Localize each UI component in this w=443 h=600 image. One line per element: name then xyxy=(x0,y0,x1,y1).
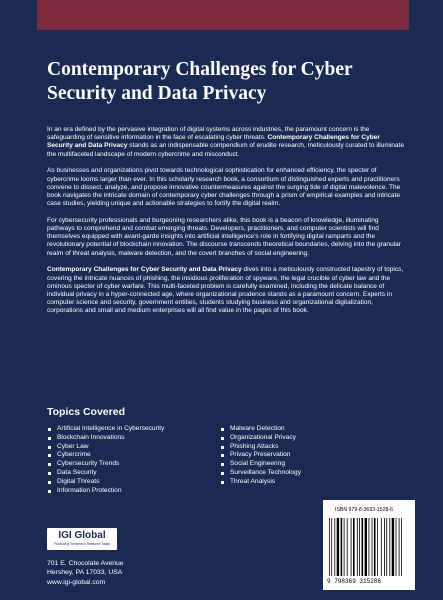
book-title: Contemporary Challenges for Cyber Security and Data Privacy xyxy=(47,59,353,104)
publisher-logo xyxy=(47,528,117,550)
topics-list-left xyxy=(47,425,164,495)
topic-item: Privacy Preservation xyxy=(220,451,301,460)
text-run: stands as an indispensable compendium of erudite research, meticulously curated to illuminate the multifaceted landscape of modern cybercrime and misconduct. xyxy=(47,142,404,158)
description-paragraph-2 xyxy=(47,167,404,208)
isbn-label: ISBN 979-8-3693-1528-6 xyxy=(335,507,393,513)
publisher-block xyxy=(47,528,124,587)
topics-list-right xyxy=(220,425,301,487)
topic-item: Surveillance Technology xyxy=(220,469,301,478)
text-run: As businesses and organizations pivot towards technological sophistication for enhanced efficiency, the specter of cybercrime looms larger than ever. In this scholarly research book, a consortium of distinguished experts and practitioners convene to dissect, analyze, and propose innovative countermeasures against the surging tide of digital malevolence. The book navigates the intricate domain of contemporary cyber challenges through a prism of empirical examples and intricate case studies, yielding unique and actionable strategies to fortify the digital realm. xyxy=(47,167,401,208)
topic-item: Cybersecurity Trends xyxy=(47,460,164,469)
address-line: 701 E. Chocolate Avenue xyxy=(47,560,124,567)
publisher-website: www.igi-global.com xyxy=(47,578,106,586)
barcode-image xyxy=(329,518,409,576)
publisher-address xyxy=(47,559,124,587)
description-paragraph-1 xyxy=(47,126,404,159)
topic-item: Digital Threats xyxy=(47,478,164,487)
barcode-number: 9 798369 315286 xyxy=(327,578,382,585)
book-description xyxy=(47,126,404,324)
topic-item: Social Engineering xyxy=(220,460,301,469)
book-title-inline: Contemporary Challenges for Cyber Security and Data Privacy xyxy=(47,134,380,150)
barcode-box xyxy=(323,500,415,590)
book-title-inline: Contemporary Challenges for Cyber Security and Data Privacy xyxy=(47,266,242,274)
description-paragraph-3 xyxy=(47,217,404,258)
topic-item: Cybercrime xyxy=(47,451,164,460)
topic-item: Organizational Privacy xyxy=(220,434,301,443)
topics-heading: Topics Covered xyxy=(47,406,125,418)
text-run: In an era defined by the pervasive integration of digital systems across industries, the paramount concern is the safeguarding of sensitive information in the face of escalating cyber threats. xyxy=(47,126,370,142)
topic-item: Blockchain Innovations xyxy=(47,434,164,443)
topic-item: Cyber Law xyxy=(47,443,164,452)
description-paragraph-4 xyxy=(47,266,404,315)
topic-item: Phishing Attacks xyxy=(220,443,301,452)
publisher-logo-text: IGI Global xyxy=(58,530,106,541)
text-run: For cybersecurity professionals and burgeoning researchers alike, this book is a beacon of knowledge, illuminating pathways to comprehend and combat emerging threats. Developers, practitioners, and computer scientists will find themselves equipped with avant-garde insights into artificial intelligence's role in fortifying digital ramparts and the revolutionary potential of blockchain innovation. The discourse transcends theoretical boundaries, delving into the granular realm of threat analysis, malware detection, and the covert branches of social engineering. xyxy=(47,216,401,257)
topic-item: Threat Analysis xyxy=(220,478,301,487)
topic-item: Artificial Intelligence in Cybersecurity xyxy=(47,425,164,434)
topic-item: Malware Detection xyxy=(220,425,301,434)
text-run: dives into a meticulously constructed tapestry of topics, covering the intricate nuances of phishing, the insidious proliferation of spyware, the legal crucible of cyber law and the ominous specter of cyber warfare. This multi-faceted problem is carefully examined, including the delicate balance of individual privacy in a hyper-connected age, where organizational prudence stands as a paramount concern. Experts in computer science and security, government entities, students studying business and organizational digitalization, corporations and small and medium enterprises will all find value in the pages of this book. xyxy=(47,266,404,315)
top-color-band xyxy=(37,0,409,30)
topic-item: Information Protection xyxy=(47,487,164,496)
topic-item: Data Security xyxy=(47,469,164,478)
address-line: Hershey, PA 17033, USA xyxy=(47,569,123,577)
publisher-logo-tagline: Publishing Tomorrow's Research Today xyxy=(54,542,110,546)
